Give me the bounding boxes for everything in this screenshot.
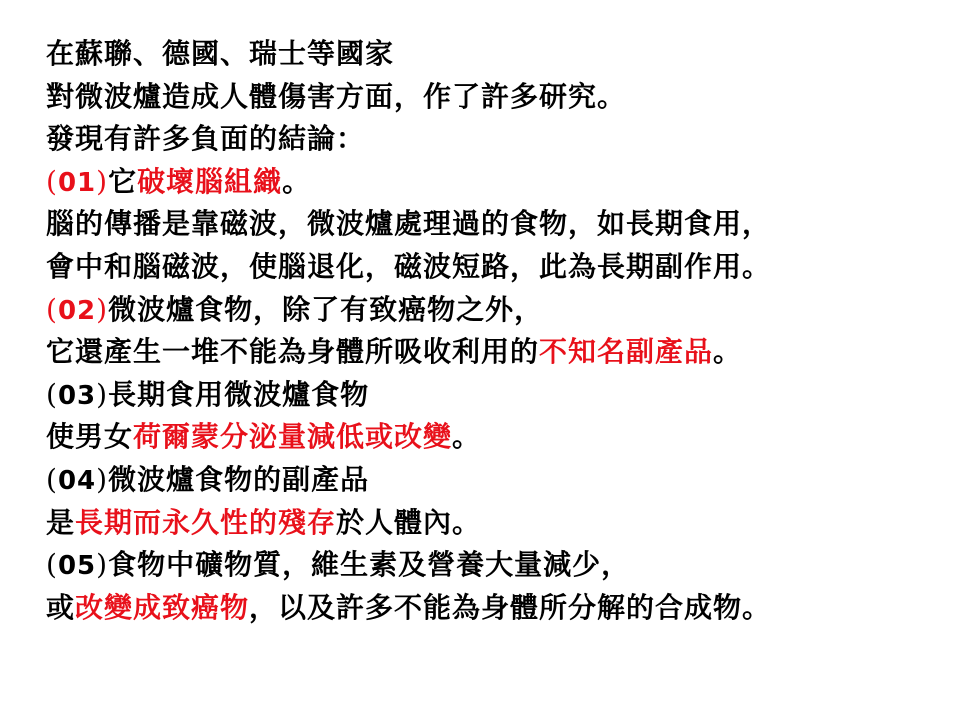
item-number-parenthesis: ( <box>46 292 58 326</box>
text-segment: 長期食用微波爐食物 <box>108 377 370 411</box>
text-line <box>46 416 946 459</box>
item-number: 04 <box>57 465 97 496</box>
text-segment: 微波爐食物，除了有致癌物之外， <box>108 292 544 326</box>
text-segment: ，以及許多不能為身體所分解的合成物。 <box>249 590 772 624</box>
text-line <box>46 33 946 76</box>
text-segment: 食物中礦物質，維生素及營養大量減少， <box>108 548 631 582</box>
text-line <box>46 331 946 374</box>
text-segment: 是 <box>46 505 76 539</box>
highlighted-text: 破壞腦組織 <box>137 164 283 198</box>
text-line <box>46 502 946 545</box>
text-segment: 或 <box>46 590 76 624</box>
text-line <box>46 544 946 587</box>
text-segment: 會中和腦磁波，使腦退化，磁波短路，此為長期副作用。 <box>46 249 772 283</box>
item-number-parenthesis: ( <box>46 377 58 411</box>
text-segment: 對微波爐造成人體傷害方面，作了許多研究。 <box>46 79 627 113</box>
item-number: 02 <box>57 295 97 326</box>
item-number-parenthesis: ( <box>46 548 58 582</box>
text-line <box>46 374 946 417</box>
text-segment: 它還產生一堆不能為身體所吸收利用的 <box>46 335 540 369</box>
item-number-parenthesis: ) <box>96 377 109 411</box>
text-segment: 。 <box>713 335 743 369</box>
text-line <box>46 203 946 246</box>
text-segment: 。 <box>452 420 482 454</box>
text-line <box>46 76 946 119</box>
item-number-parenthesis: ) <box>96 292 109 326</box>
text-line <box>46 118 946 161</box>
item-number-parenthesis: ) <box>96 462 109 496</box>
item-number: 05 <box>57 551 97 582</box>
text-segment: 腦的傳播是靠磁波，微波爐處理過的食物，如長期食用， <box>46 207 772 241</box>
text-segment: 於人體內。 <box>336 505 482 539</box>
item-number-parenthesis: ) <box>96 164 109 198</box>
text-block <box>46 33 946 629</box>
item-number: 03 <box>57 380 97 411</box>
text-segment: 發現有許多負面的結論： <box>46 122 366 156</box>
text-segment: 在蘇聯、德國、瑞士等國家 <box>46 37 395 70</box>
text-line <box>46 289 946 332</box>
text-line <box>46 161 946 204</box>
item-number: 01 <box>57 167 97 198</box>
item-number-parenthesis: ( <box>46 462 58 496</box>
text-segment: 它 <box>108 164 138 198</box>
highlighted-text: 荷爾蒙分泌量減低或改變 <box>133 420 453 454</box>
text-segment: 。 <box>282 164 312 198</box>
text-segment: 使男女 <box>46 420 134 454</box>
item-number-parenthesis: ( <box>46 164 58 198</box>
text-line <box>46 459 946 502</box>
item-number-parenthesis: ) <box>96 548 109 582</box>
text-segment: 微波爐食物的副產品 <box>108 462 370 496</box>
highlighted-text: 長期而永久性的殘存 <box>75 505 337 539</box>
highlighted-text: 不知名副產品 <box>539 335 714 369</box>
text-line <box>46 587 946 630</box>
text-line <box>46 246 946 289</box>
highlighted-text: 改變成致癌物 <box>75 590 250 624</box>
